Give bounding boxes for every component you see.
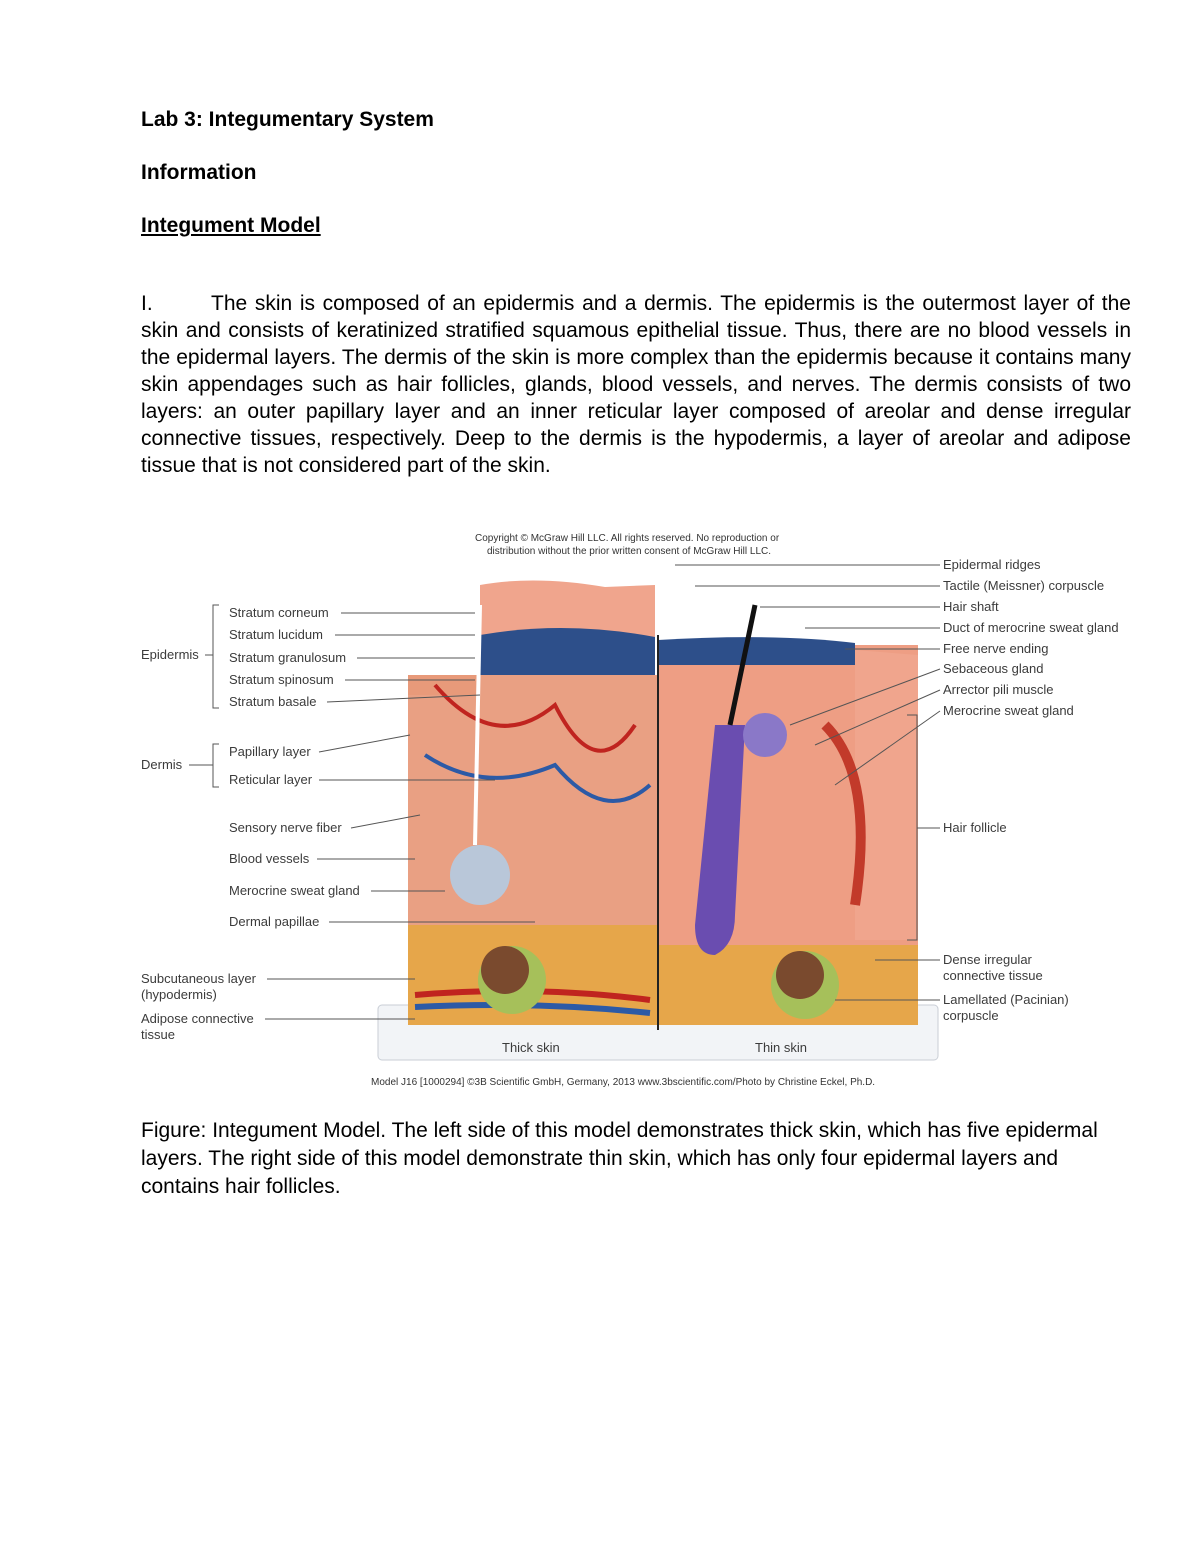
figure-caption: Figure: Integument Model. The left side of this model demonstrates thick skin, which has five epidermal layers. The right side of this model demonstrate thin skin, which has only four epidermal layers and contains hair follicles. xyxy=(141,1119,1098,1198)
label-stratum-lucidum: Stratum lucidum xyxy=(229,627,323,642)
adipose-label-1: Adipose connective xyxy=(141,1011,254,1026)
label-arrector-pili: Arrector pili muscle xyxy=(943,682,1054,697)
label-free-nerve-ending: Free nerve ending xyxy=(943,641,1049,656)
label-stratum-corneum: Stratum corneum xyxy=(229,605,329,620)
subcutaneous-label-2: (hypodermis) xyxy=(141,987,217,1002)
paragraph-number: I. xyxy=(141,292,153,315)
label-lamellated-1: Lamellated (Pacinian) xyxy=(943,992,1069,1007)
thick-skin-label: Thick skin xyxy=(502,1040,560,1055)
copyright-line-1: Copyright © McGraw Hill LLC. All rights reserved. No reproduction or xyxy=(475,533,780,544)
integument-model-figure xyxy=(135,525,1135,1095)
label-papillary-layer: Papillary layer xyxy=(229,744,311,759)
adipose-label-2: tissue xyxy=(141,1027,175,1042)
label-sebaceous-gland: Sebaceous gland xyxy=(943,661,1044,676)
label-duct-sweat-gland: Duct of merocrine sweat gland xyxy=(943,620,1119,635)
label-merocrine-sweat-gland-right: Merocrine sweat gland xyxy=(943,703,1074,718)
body-paragraph xyxy=(141,290,1131,479)
label-merocrine-sweat-gland-left: Merocrine sweat gland xyxy=(229,883,360,898)
label-dense-irregular-1: Dense irregular xyxy=(943,952,1032,967)
label-stratum-basale: Stratum basale xyxy=(229,694,317,709)
dermis-label: Dermis xyxy=(141,757,183,772)
label-blood-vessels: Blood vessels xyxy=(229,851,310,866)
label-sensory-nerve-fiber: Sensory nerve fiber xyxy=(229,820,342,835)
thick-skin-block xyxy=(408,580,658,1025)
label-epidermal-ridges: Epidermal ridges xyxy=(943,557,1041,572)
copyright-line-2: distribution without the prior written consent of McGraw Hill LLC. xyxy=(487,546,772,557)
label-tactile-corpuscle: Tactile (Meissner) corpuscle xyxy=(943,578,1105,593)
epidermis-label: Epidermis xyxy=(141,647,199,662)
subcutaneous-label-1: Subcutaneous layer xyxy=(141,971,256,986)
label-hair-follicle: Hair follicle xyxy=(943,820,1007,835)
document-title: Lab 3: Integumentary System xyxy=(141,108,434,131)
label-hair-shaft: Hair shaft xyxy=(943,599,999,614)
label-reticular-layer: Reticular layer xyxy=(229,772,313,787)
thin-skin-block xyxy=(658,605,918,1025)
paragraph-text: The skin is composed of an epidermis and a dermis. The epidermis is the outermost layer of the skin and consists of keratinized stratified squamous epithelial tissue. Thus, there are no blood vessels in the epidermal layers. The dermis of the skin is more complex than the epidermis because it contains many skin appendages such as hair follicles, glands, blood vessels, and nerves. The dermis consists of two layers: an outer papillary layer and an inner reticular layer composed of areolar and dense irregular connective tissues, respectively. Deep to the dermis is the hypodermis, a layer of areolar and adipose tissue that is not considered part of the skin. xyxy=(141,292,1131,477)
label-dense-irregular-2: connective tissue xyxy=(943,968,1043,983)
label-stratum-granulosum: Stratum granulosum xyxy=(229,650,347,665)
thin-skin-label: Thin skin xyxy=(755,1040,808,1055)
integument-model-diagram xyxy=(135,525,1135,1095)
subsection-heading: Integument Model xyxy=(141,214,321,237)
label-lamellated-2: corpuscle xyxy=(943,1008,999,1023)
section-heading: Information xyxy=(141,161,257,184)
label-dermal-papillae: Dermal papillae xyxy=(229,914,320,929)
photo-credit: Model J16 [1000294] ©3B Scientific GmbH, Germany, 2013 www.3bscientific.com/Photo by Christine Eckel, Ph.D. xyxy=(371,1077,876,1088)
label-stratum-spinosum: Stratum spinosum xyxy=(229,672,334,687)
